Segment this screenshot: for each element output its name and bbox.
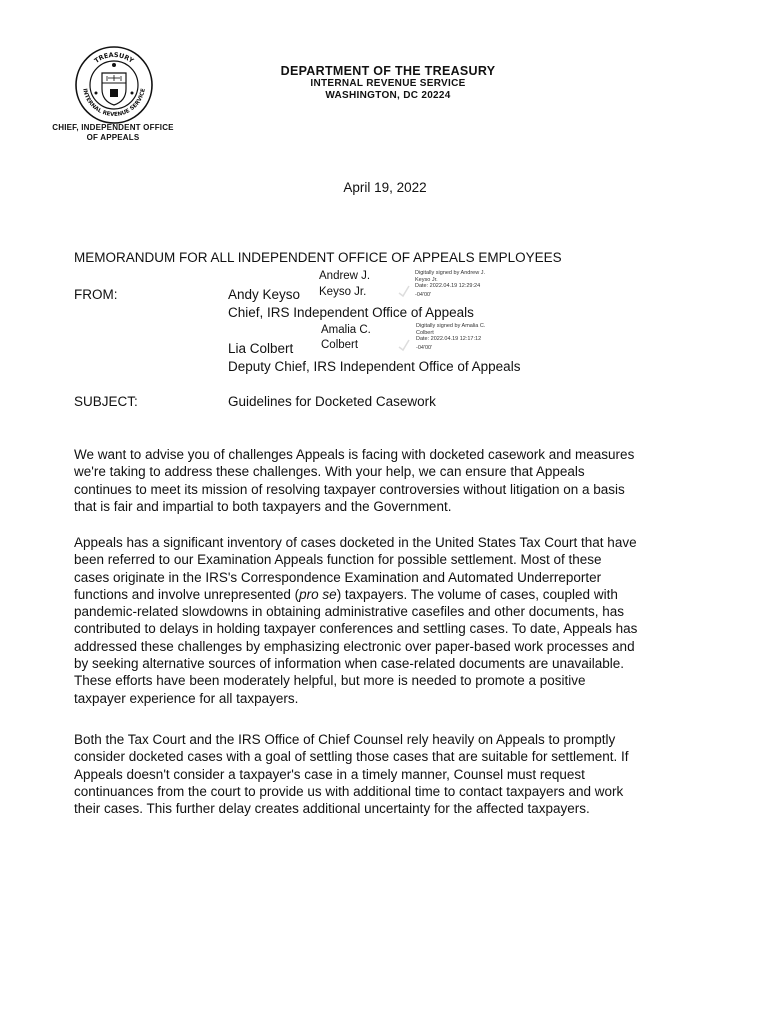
paragraph-line: Appeals doesn't consider a taxpayer's case in a timely manner, Counsel must request [74,766,585,782]
signature-name-line: Andrew J. [319,270,371,282]
paragraph-line: continuances from the court to provide us with additional time to contact taxpayers and work [74,783,624,799]
paragraph-1 [74,446,714,515]
signature-detail-line: -04'00' [415,291,432,298]
signature-detail-line: Digitally signed by Amalia C. [416,323,486,329]
signature-check-icon [397,284,411,298]
paragraph-2 [74,534,714,707]
signature-detail-line: Date: 2022.04.19 12:29:24 [415,283,481,289]
paragraph-line: We want to advise you of challenges Appeals is facing with docketed casework and measures [74,447,635,462]
signature-detail-line: -04'00' [416,344,433,351]
paragraph-line: Both the Tax Court and the IRS Office of Chief Counsel rely heavily on Appeals to promptly [74,732,616,747]
paragraph-italic-text: pro se [299,586,337,602]
from-name-1: Andy Keyso [228,287,301,302]
from-title-1: Chief, IRS Independent Office of Appeals [228,305,474,320]
paragraph-line [74,586,714,603]
signature-detail-line: Colbert [416,329,434,336]
memo-date: April 19, 2022 [343,180,427,195]
office-caption-line: CHIEF, INDEPENDENT OFFICE [52,123,174,132]
signature-detail-line: Date: 2022.04.19 12:17:12 [416,336,482,342]
paragraph-line: addressed these challenges by emphasizing electronic over paper-based work processes and [74,638,635,654]
signature-name-line: Amalia C. [321,324,371,336]
signature-detail-line: Digitally signed by Andrew J. [415,270,486,276]
paragraph-text: ) taxpayers. The volume of cases, coupled with [336,586,618,602]
paragraph-line: contributed to delays in holding taxpayer conferences and settling cases. To date, Appeals has [74,621,638,637]
signature-detail-line: Keyso Jr. [415,276,438,283]
agency-address: WASHINGTON, DC 20224 [325,90,451,101]
from-label: FROM: [74,287,118,302]
paragraph-line: pandemic-related slowdowns in obtaining administrative casefiles and other documents, has [74,604,625,620]
signature-check-icon [397,338,411,352]
treasury-seal [74,45,154,125]
digital-signature-1 [319,270,370,299]
letterhead [188,64,588,102]
signature-details-1 [415,270,485,298]
signature-name-line: Keyso Jr. [319,286,367,298]
paragraph-line: continues to meet its mission of resolving taxpayer controversies without litigation on a basis [74,481,625,497]
paragraph-text: functions and involve unrepresented ( [74,586,300,602]
paragraph-line: we're taking to address these challenges. With your help, we can ensure that Appeals [74,464,585,480]
svg-text:TREASURY [93,51,136,65]
office-caption [38,123,188,143]
subject-text: Guidelines for Docketed Casework [228,394,436,409]
paragraph-line: that is fair and impartial to both taxpayers and the Government. [74,498,452,514]
paragraph-line: cases originate in the IRS's Correspondence Examination and Automated Underreporter [74,569,602,585]
signature-details-2 [416,323,485,351]
paragraph-3 [74,731,714,817]
seal-text-bottom: INTERNAL REVENUE SERVICE [81,88,147,119]
paragraph-line: These efforts have been moderately helpful, but more is needed to promote a positive [74,673,586,689]
paragraph-line: consider docketed cases with a goal of settling those cases that are suitable for settlement. If [74,749,629,765]
digital-signature-2 [321,324,371,352]
signature-name-line: Colbert [321,339,359,351]
from-name-2: Lia Colbert [228,341,294,356]
seal-text-top: TREASURY [92,50,136,65]
department-name: DEPARTMENT OF THE TREASURY [280,64,496,78]
paragraph-line: Appeals has a significant inventory of cases docketed in the United States Tax Court that have [74,535,637,550]
from-title-2: Deputy Chief, IRS Independent Office of Appeals [228,359,521,374]
paragraph-line: by seeking alternative sources of information when case-related documents are unavailable. [74,656,625,672]
paragraph-line: been referred to our Examination Appeals function for possible settlement. Most of these [74,552,602,568]
office-caption-line: OF APPEALS [86,133,140,142]
paragraph-line: their cases. This further delay creates additional uncertainty for the affected taxpayers. [74,801,590,817]
paragraph-line: taxpayer experience for all taxpayers. [74,690,299,706]
agency-name: INTERNAL REVENUE SERVICE [310,78,466,89]
memo-heading: MEMORANDUM FOR ALL INDEPENDENT OFFICE OF APPEALS EMPLOYEES [74,250,562,265]
subject-label: SUBJECT: [74,394,138,409]
